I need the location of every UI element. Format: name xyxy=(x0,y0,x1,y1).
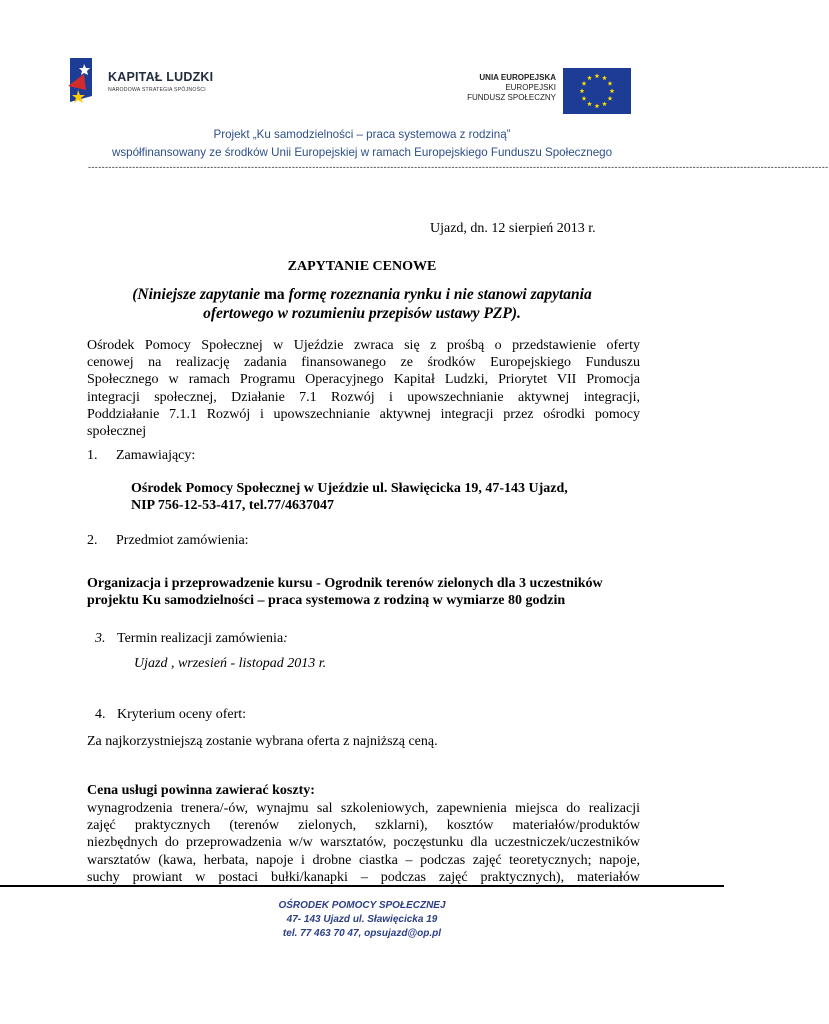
section-1-line-1: Ośrodek Pomocy Społecznej w Ujeździe ul. Sławięcicka 19, 47-143 Ujazd, xyxy=(131,481,568,496)
document-title: ZAPYTANIE CENOWE xyxy=(287,259,437,274)
disclaimer-part-a: (Niniejsze zapytanie xyxy=(132,286,261,303)
section-4-number: 4. xyxy=(95,707,106,722)
project-title: Projekt „Ku samodzielności – praca systemowa z rodziną” xyxy=(213,128,511,141)
footer-line-2: 47- 143 Ujazd ul. Sławięcicka 19 xyxy=(286,914,438,925)
section-4-label: Kryterium oceny ofert: xyxy=(117,707,247,722)
project-cofinancing: współfinansowany ze środków Unii Europejskiej w ramach Europejskiego Funduszu Społecznego xyxy=(111,146,613,159)
eu-line-3: FUNDUSZ SPOŁECZNY xyxy=(467,93,556,102)
eu-line-2: EUROPEJSKI xyxy=(505,83,556,92)
disclaimer-line-2: ofertowego w rozumieniu przepisów ustawy PZP). xyxy=(203,305,521,322)
costs-line: wynagrodzenia trenera/-ów, wynajmu sal szkoleniowych, zapewnienia miejsca do realizacji xyxy=(87,801,640,816)
eu-flag-icon xyxy=(563,68,631,114)
section-3-label: Termin realizacji zamówienia xyxy=(117,631,284,646)
eu-text-block xyxy=(467,73,556,103)
section-3-number: 3. xyxy=(95,631,106,646)
costs-line: warsztatów (kawa, herbata, napoje i drobne ciastka – podczas zajęć teoretycznych; napoje, xyxy=(87,852,640,868)
intro-line: Społecznego w ramach Programu Operacyjnego Kapitał Ludzki, Priorytet VII Promocja xyxy=(87,372,640,388)
section-2-label: Przedmiot zamówienia: xyxy=(116,533,249,548)
section-2-line-1: Organizacja i przeprowadzenie kursu - Ogrodnik terenów zielonych dla 3 uczestników xyxy=(87,576,603,591)
footer-divider xyxy=(0,885,724,887)
kapital-ludzki-title: KAPITAŁ LUDZKI xyxy=(108,70,214,84)
kapital-ludzki-subtitle: NARODOWA STRATEGIA SPÓJNOŚCI xyxy=(108,87,206,93)
section-2-line-2: projektu Ku samodzielności – praca systemowa z rodziną w wymiarze 80 godzin xyxy=(87,593,566,608)
section-4-text: Za najkorzystniejszą zostanie wybrana oferta z najniższą ceną. xyxy=(87,734,438,749)
section-1-number: 1. xyxy=(87,448,98,463)
intro-paragraph xyxy=(87,337,640,440)
disclaimer-part-b: ma xyxy=(264,286,285,303)
intro-line: Ośrodek Pomocy Społecznej w Ujeździe zwraca się z prośbą o przedstawienie oferty xyxy=(87,338,640,353)
costs-line: niezbędnych do przeprowadzenia w/w warsztatów, poczęstunku dla uczestniczek/uczestników xyxy=(87,835,640,851)
costs-line: suchy prowiant w postaci bułki/kanapki – podczas zajęć praktycznych), materiałów xyxy=(87,869,640,885)
section-3-colon: : xyxy=(283,631,288,646)
intro-line: integracji społecznej, Działanie 7.1 Rozwój i upowszechnianie aktywnej integracji, xyxy=(87,389,640,405)
costs-heading: Cena usługi powinna zawierać koszty: xyxy=(87,783,315,798)
intro-line: cenowej na realizację zadania finansowanego ze środków Europejskiego Funduszu xyxy=(87,355,640,371)
section-2-number: 2. xyxy=(87,533,98,548)
intro-line: Poddziałanie 7.1.1 Rozwój i upowszechnianie aktywnej integracji przez ośrodki pomocy xyxy=(87,406,640,422)
disclaimer-line-1 xyxy=(0,286,724,304)
section-1-line-2: NIP 756-12-53-417, tel.77/4637047 xyxy=(131,498,334,513)
eu-line-1: UNIA EUROPEJSKA xyxy=(479,73,556,82)
costs-line: zajęć praktycznych (terenów zielonych, szklarni), kosztów materiałów/produktów xyxy=(87,818,640,834)
section-3-heading xyxy=(117,631,288,647)
place-date: Ujazd, dn. 12 sierpień 2013 r. xyxy=(430,221,596,236)
section-3-value: Ujazd , wrzesień - listopad 2013 r. xyxy=(134,656,327,671)
footer-line-3: tel. 77 463 70 47, opsujazd@op.pl xyxy=(282,928,442,939)
section-1-label: Zamawiający: xyxy=(116,448,196,463)
costs-paragraph xyxy=(87,800,640,886)
footer-line-1: OŚRODEK POMOCY SPOŁECZNEJ xyxy=(278,900,446,911)
intro-line: społecznej xyxy=(87,424,147,440)
disclaimer-part-c: formę rozeznania rynku i nie stanowi zapytania xyxy=(288,286,592,303)
header-separator: -------------------------------------------------------------------------------------------------------------------------------------------------------------------------------------------------------------------------- xyxy=(88,162,829,172)
